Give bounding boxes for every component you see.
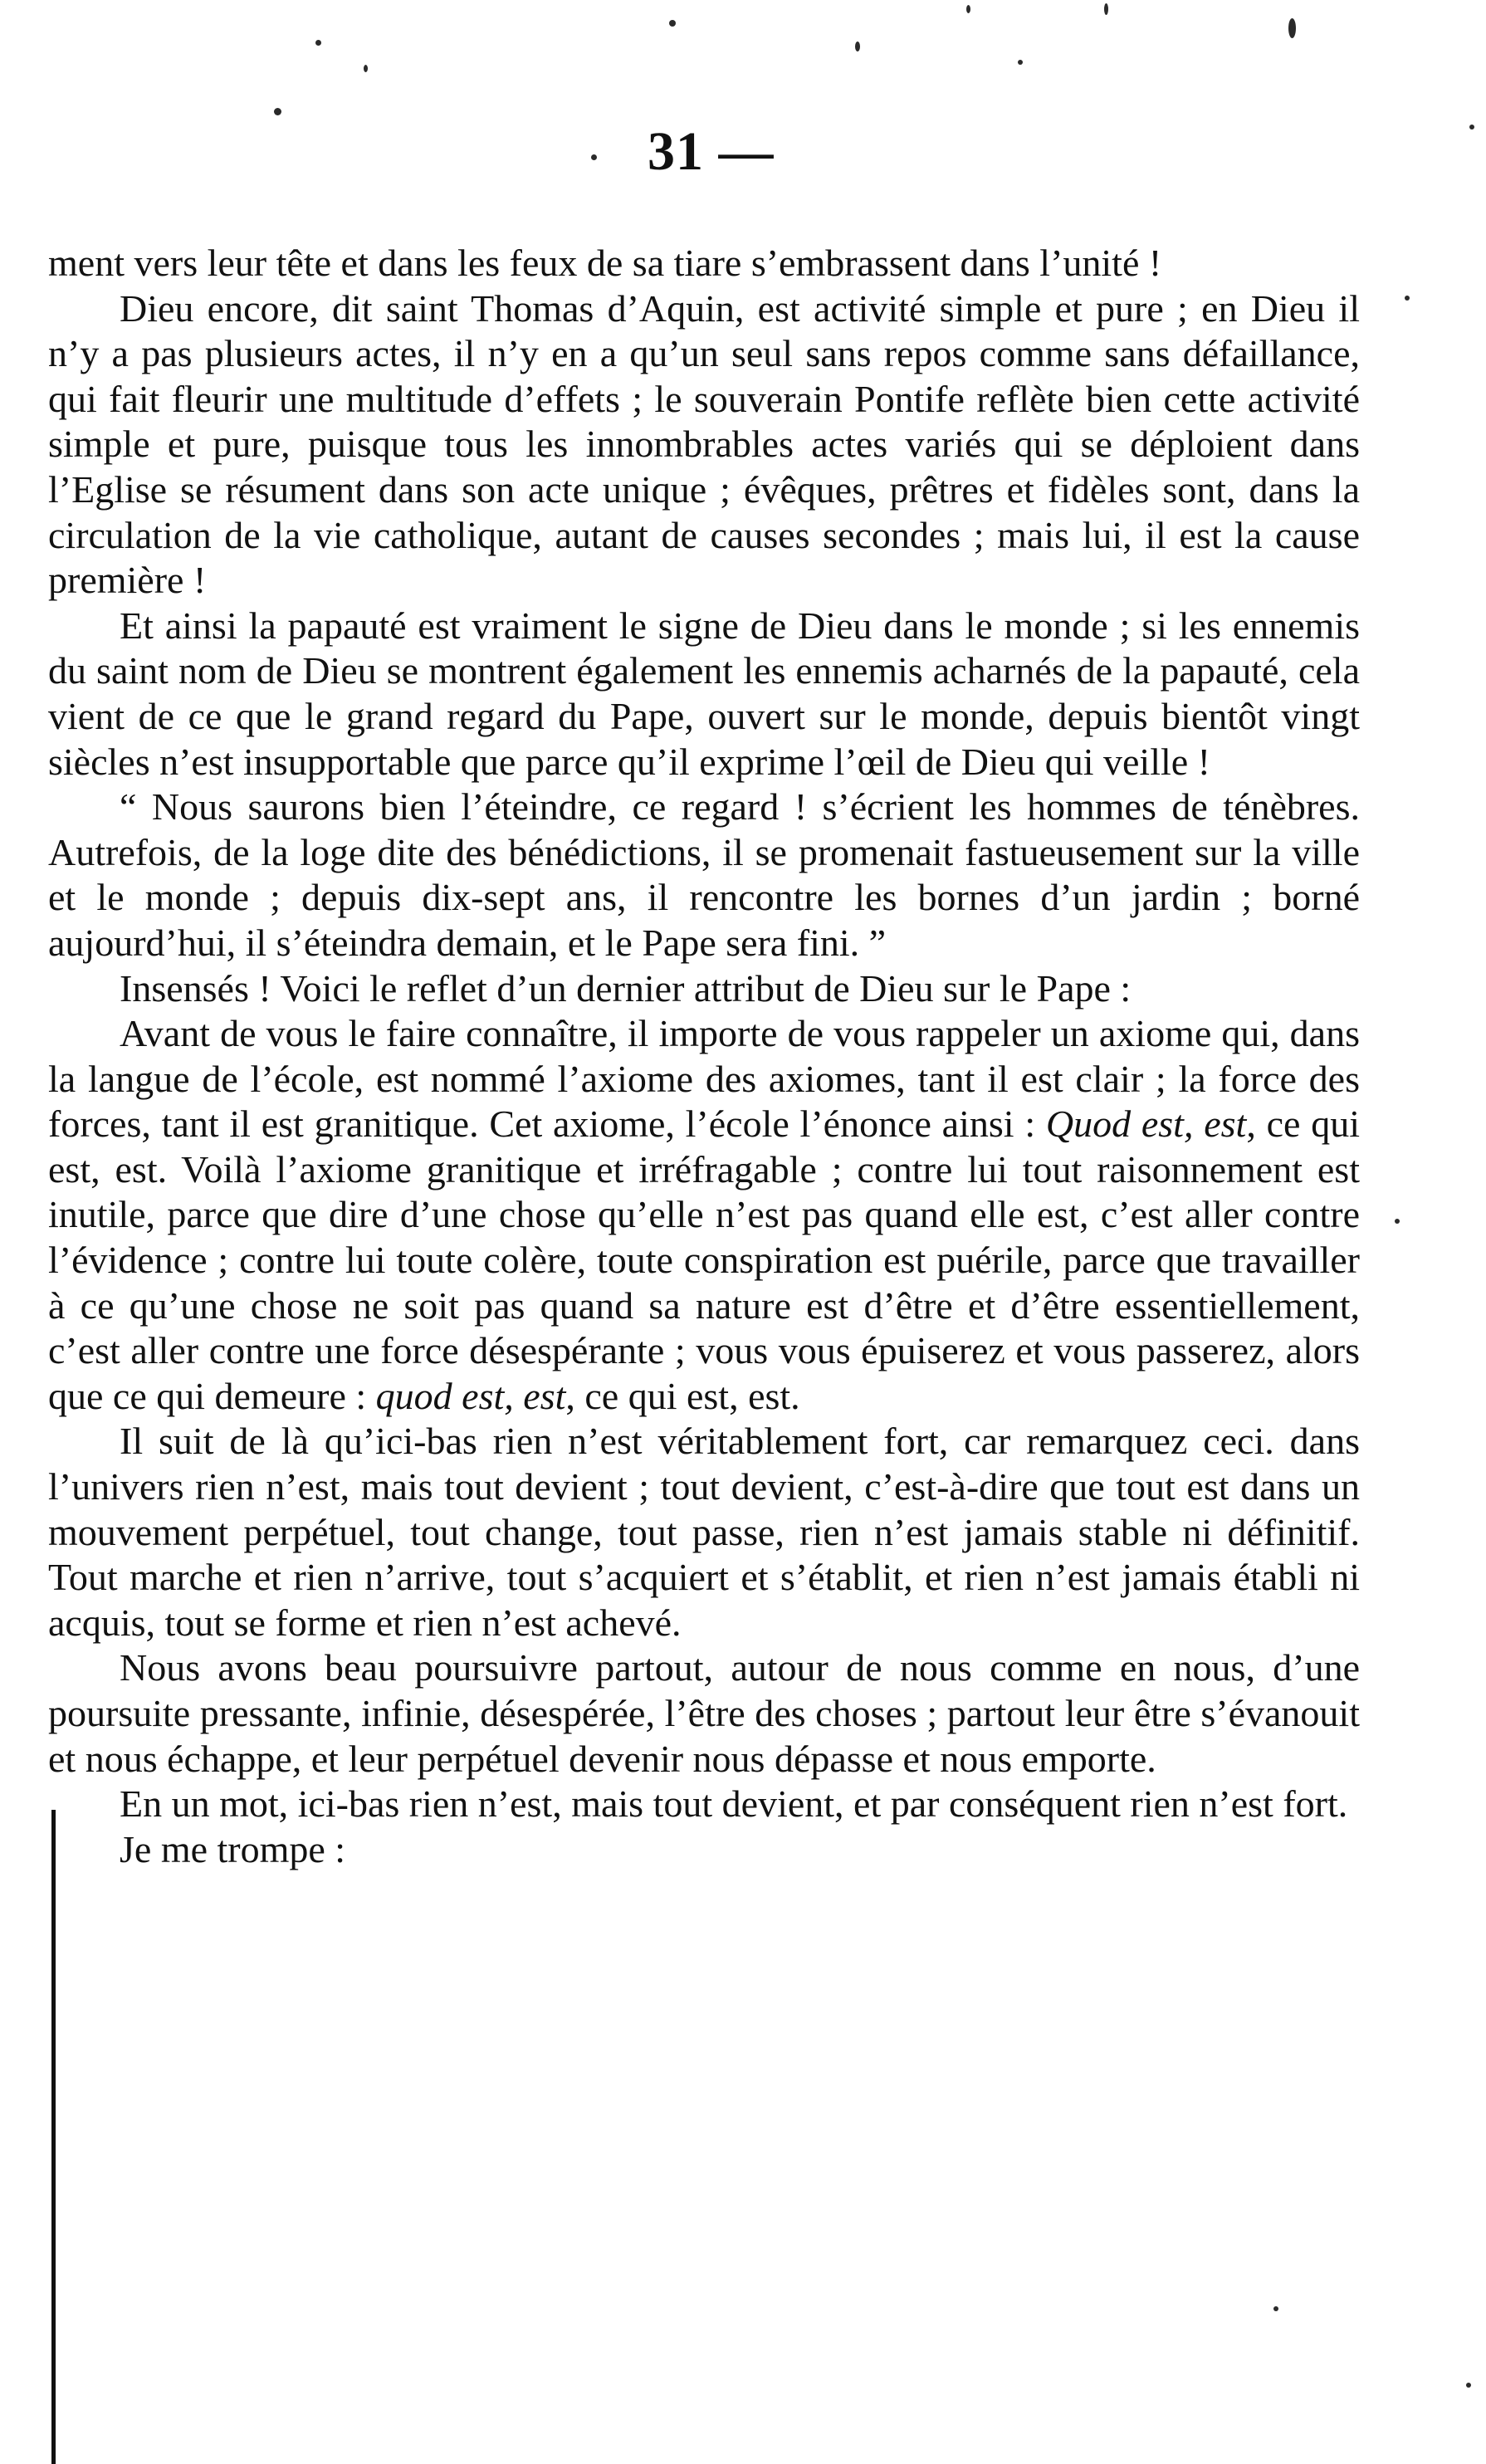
scan-speck <box>274 108 281 115</box>
paragraph-text: “ Nous saurons bien l’éteindre, ce regard ! s’écrient les hommes de ténèbres. Autrefois, de la loge dite des bénédictions, il se promenait fastueusement sur la ville et le monde ; depuis dix-sept ans, il rencontre les bornes d’un jardin ; borné aujourd’hui, il s’éteindra demain, et le Pape sera fini. ” <box>48 785 1360 964</box>
scan-speck <box>1466 2383 1471 2388</box>
paragraph-text: En un mot, ici-bas rien n’est, mais tout devient, et par conséquent rien n’est fort. <box>120 1782 1348 1826</box>
scan-speck <box>1273 2306 1278 2311</box>
italic-phrase: Quod est, est <box>1045 1102 1247 1146</box>
page-number: 31 — <box>648 121 775 182</box>
paragraph <box>48 1782 1360 1827</box>
scan-speck <box>855 42 860 51</box>
italic-phrase: quod est, est <box>375 1374 566 1417</box>
margin-rule <box>51 1810 56 2464</box>
scan-speck <box>1288 18 1296 38</box>
scan-speck <box>1405 296 1410 301</box>
scan-speck <box>1469 125 1474 130</box>
paragraph-text: , ce qui est, est. Voilà l’axiome granitique et irréfragable ; contre lui tout raisonnement est inutile, parce que dire d’une chose qu’elle n’est pas quand elle est, c’est aller contre l’évidence ; contre lui toute colère, toute conspiration est puérile, parce que travailler à ce qu’une chose ne soit pas quand sa nature est d’être et d’être essentiellement, c’est aller contre une force désespérante ; vous vous épuiserez et vous passerez, alors que ce qui demeure : <box>48 1102 1360 1417</box>
paragraph <box>48 241 1360 286</box>
paragraph-text: Nous avons beau poursuivre partout, autour de nous comme en nous, d’une poursuite pressante, infinie, désespérée, l’être des choses ; partout leur être s’évanouit et nous échappe, et leur perpétuel devenir nous dépasse et nous emporte. <box>48 1646 1360 1780</box>
paragraph-text: ment vers leur tête et dans les feux de sa tiare s’embrassent dans l’unité ! <box>48 242 1162 284</box>
paragraph-text: Il suit de là qu’ici-bas rien n’est véritablement fort, car remarquez ceci. dans l’univers rien n’est, mais tout devient ; tout devient, c’est-à-dire que tout est dans un mouvement perpétuel, tout change, tout passe, rien n’est jamais stable ni définitif. Tout marche et rien n’arrive, tout s’acquiert et s’établit, et rien n’est jamais établi ni acquis, tout se forme et rien n’est achevé. <box>48 1420 1360 1644</box>
scan-speck <box>591 154 597 160</box>
paragraph <box>48 1419 1360 1645</box>
paragraph <box>48 966 1360 1012</box>
paragraph <box>48 1645 1360 1782</box>
scan-speck <box>1104 3 1108 15</box>
paragraph-text: Dieu encore, dit saint Thomas d’Aquin, est activité simple et pure ; en Dieu il n’y a pas plusieurs actes, il n’y en a qu’un seul sans repos comme sans défaillance, qui fait fleurir une multitude d’effets ; le souverain Pontife reflète bien cette activité simple et pure, puisque tous les innombrables actes variés qui se déploient dans l’Eglise se résument dans son acte unique ; évêques, prêtres et fidèles sont, dans la circulation de la vie catholique, autant de causes secondes ; mais lui, il est la cause première ! <box>48 286 1360 602</box>
scan-speck <box>966 5 970 13</box>
paragraph-text: Je me trompe : <box>120 1827 346 1870</box>
scan-speck <box>364 65 368 72</box>
paragraph-text: Et ainsi la papauté est vraiment le signe de Dieu dans le monde ; si les ennemis du saint nom de Dieu se montrent également les ennemis acharnés de la papauté, cela vient de ce que le grand regard du Pape, ouvert sur le monde, depuis bientôt vingt siècles n’est insupportable que parce qu’il exprime l’œil de Dieu qui veille ! <box>48 604 1360 783</box>
scan-speck <box>315 40 321 46</box>
paragraph-text: Avant de vous le faire connaître, il importe de vous rappeler un axiome qui, dans la langue de l’école, est nommé l’axiome des axiomes, tant il est clair ; la force des forces, tant il est granitique. Cet axiome, l’école l’énonce ainsi : <box>48 1012 1360 1146</box>
paragraph <box>48 785 1360 966</box>
scan-speck <box>1018 60 1023 65</box>
scan-speck <box>1395 1219 1400 1224</box>
scan-speck <box>669 20 676 27</box>
paragraph-text: Insensés ! Voici le reflet d’un dernier attribut de Dieu sur le Pape : <box>120 966 1132 1010</box>
paragraph <box>48 604 1360 785</box>
page-body-text <box>48 241 1360 1872</box>
paragraph <box>48 286 1360 604</box>
paragraph <box>48 1011 1360 1419</box>
paragraph <box>48 1827 1360 1873</box>
paragraph-text: , ce qui est, est. <box>565 1374 800 1417</box>
